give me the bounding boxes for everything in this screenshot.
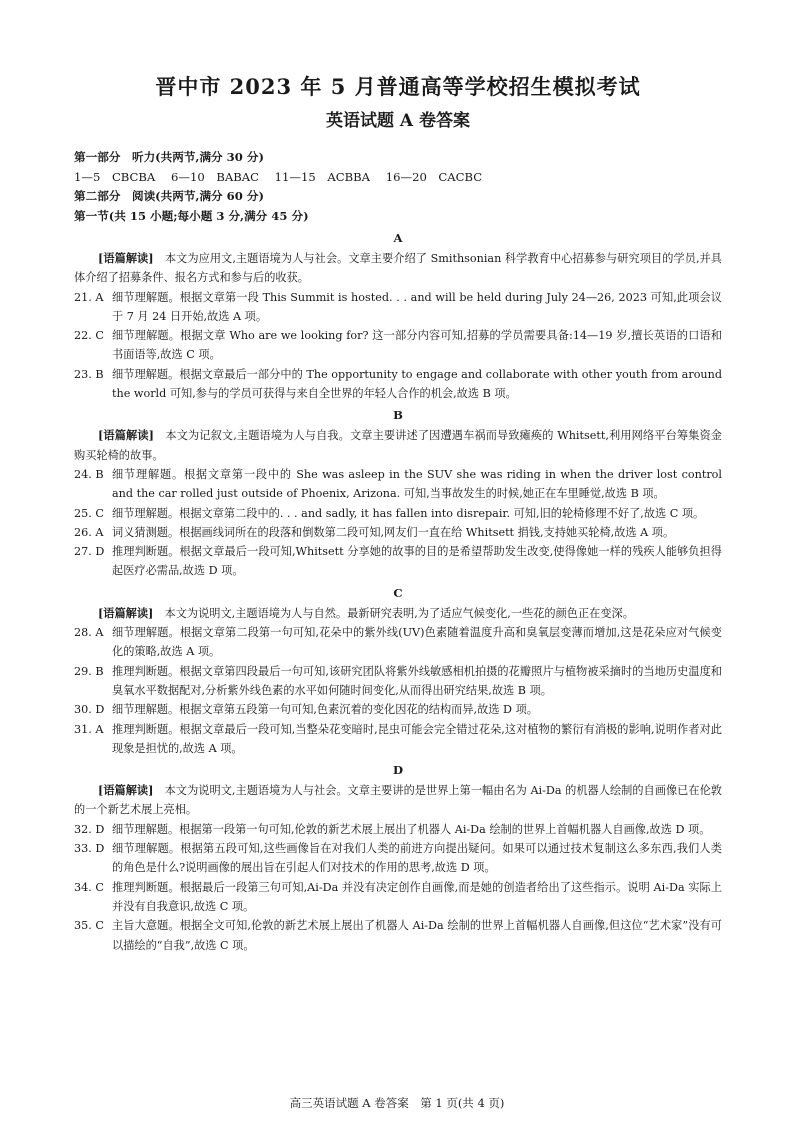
question-number: 33. D xyxy=(74,842,105,856)
question-explanation: 推理判断题。根据文章第四段最后一句可知,该研究团队将紫外线敏感相机拍摄的花瓣照片与植物被采摘时的当地历史温度和臭氧水平数据配对,分析紫外线色素的水平如何随时间变化,从而得出研究结果,故选 B 项。 xyxy=(112,664,722,697)
question-explanation: 主旨大意题。根据全文可知,伦敦的新艺术展上展出了机器人 Ai-Da 绘制的世界上首幅机器人自画像,但这位“艺术家”没有可以描绘的“自我”,故选 C 项。 xyxy=(112,919,722,952)
question-explanation: 细节理解题。根据文章 Who are we looking for? 这一部分内容可知,招募的学员需要具备:14—19 岁,擅长英语的口语和书面语等,故选 C 项。 xyxy=(112,329,722,362)
answer-group: 11—15 ACBBA xyxy=(274,169,371,184)
question-number: 32. D xyxy=(74,822,105,836)
listening-answers xyxy=(74,168,722,188)
question-item xyxy=(74,623,722,662)
question-number: 22. C xyxy=(74,329,104,343)
passage-tag: [语篇解读] xyxy=(98,783,154,798)
passage-tag: [语篇解读] xyxy=(98,251,154,265)
question-number: 31. A xyxy=(74,722,104,736)
question-explanation: 推理判断题。根据文章最后一段可知,Whitsett 分享她的故事的目的是希望帮助发生改变,使得像她一样的残疾人能够负担得起医疗必需品,故选 D 项。 xyxy=(112,545,722,578)
passage-letter: A xyxy=(393,231,403,245)
question-number: 23. B xyxy=(74,367,104,381)
passage-intro-text: 本文为说明文,主题语境为人与自然。最新研究表明,为了适应气候变化,一些花的颜色正在变深。 xyxy=(153,606,634,620)
question-item xyxy=(74,700,722,719)
passage-tag: [语篇解读] xyxy=(98,605,154,620)
question-explanation: 细节理解题。根据文章第五段第一句可知,色素沉着的变化因花的结构而异,故选 D 项。 xyxy=(112,703,538,717)
question-number: 25. C xyxy=(74,506,104,520)
question-number: 34. C xyxy=(74,880,104,894)
question-explanation: 词义猜测题。根据画线词所在的段落和倒数第二段可知,网友们一直在给 Whitsett 捐钱,支持她买轮椅,故选 A 项。 xyxy=(112,525,675,539)
passage-intro-text: 本文为应用文,主题语境为人与社会。文章主要介绍了 Smithsonian 科学教育中心招募参与研究项目的学员,并具体介绍了招募条件、报名方式和参与后的收获。 xyxy=(74,252,722,285)
answer-sheet-page xyxy=(74,72,722,955)
question-item xyxy=(74,465,722,504)
question-number: 28. A xyxy=(74,626,104,640)
answer-group: 1—5 CBCBA xyxy=(74,169,156,184)
question-number: 21. A xyxy=(74,290,104,304)
answer-group: 16—20 CACBC xyxy=(385,169,483,184)
question-number: 29. B xyxy=(74,664,104,678)
question-explanation: 细节理解题。根据文章第二段中的. . . and sadly, it has fallen into disrepair. 可知,旧的轮椅修理不好了,故选 C 项。 xyxy=(112,506,705,520)
question-explanation: 细节理解题。根据文章第一段中的 She was asleep in the SUV she was riding in when the driver lost control and the car rolled just outside of Phoenix, Arizona. 可知,当事故发生的时候,她正在车里睡觉,故选 B 项。 xyxy=(112,467,722,501)
question-item xyxy=(74,542,722,581)
passage-tag: [语篇解读] xyxy=(98,428,154,443)
page-title: 晋中市 2023 年 5 月普通高等学校招生模拟考试 xyxy=(155,74,641,99)
part2-heading: 第二部分 阅读(共两节,满分 60 分) xyxy=(74,189,264,203)
passage-intro-text: 本文为说明文,主题语境为人与社会。文章主要讲的是世界上第一幅由名为 Ai-Da 的机器人绘制的自画像已在伦敦的一个新艺术展上亮相。 xyxy=(74,784,722,817)
question-explanation: 细节理解题。根据文章第一段 This Summit is hosted. . . and will be held during July 24—26, 2023 可知,此项会议于 7 月 24 日开始,故选 A 项。 xyxy=(112,290,722,323)
passage-letter: B xyxy=(393,408,403,423)
question-item xyxy=(74,839,722,878)
passages-container xyxy=(74,229,722,955)
question-explanation: 细节理解题。根据文章第二段第一句可知,花朵中的紫外线(UV)色素随着温度升高和臭氧层变薄而增加,这是花朵应对气候变化的策略,故选 A 项。 xyxy=(112,626,722,659)
section1-heading: 第一节(共 15 小题;每小题 3 分,满分 45 分) xyxy=(74,208,309,223)
question-explanation: 细节理解题。根据第一段第一句可知,伦敦的新艺术展上展出了机器人 Ai-Da 绘制的世界上首幅机器人自画像,故选 D 项。 xyxy=(112,822,711,836)
passage-letter: C xyxy=(393,585,403,600)
question-item xyxy=(74,523,722,542)
question-number: 27. D xyxy=(74,545,105,559)
question-item xyxy=(74,288,722,327)
question-item xyxy=(74,326,722,365)
passage-intro xyxy=(74,426,722,465)
question-item xyxy=(74,820,722,839)
question-item xyxy=(74,365,722,404)
question-number: 35. C xyxy=(74,919,104,933)
page-footer: 高三英语试题 A 卷答案 第 1 页(共 4 页) xyxy=(289,1096,505,1110)
question-item xyxy=(74,720,722,759)
question-explanation: 细节理解题。根据第五段可知,这些画像旨在对我们人类的前进方向提出疑问。如果可以通过技术复制这么多东西,我们人类的角色是什么?说明画像的展出旨在引起人们对技术的作用的思考,故选 D 项。 xyxy=(112,842,722,875)
passage-intro xyxy=(74,249,722,288)
question-number: 24. B xyxy=(74,467,104,481)
passage-intro xyxy=(74,604,722,623)
question-item xyxy=(74,504,722,523)
question-explanation: 推理判断题。根据文章最后一段可知,当整朵花变暗时,昆虫可能会完全错过花朵,这对植物的繁衍有消极的影响,说明作者对此现象是担忧的,故选 A 项。 xyxy=(112,722,722,755)
question-item xyxy=(74,878,722,917)
passage-letter: D xyxy=(392,763,404,778)
question-number: 30. D xyxy=(74,703,105,717)
passage-intro xyxy=(74,781,722,820)
question-item xyxy=(74,662,722,701)
question-number: 26. A xyxy=(74,525,104,539)
part1-heading: 第一部分 听力(共两节,满分 30 分) xyxy=(74,150,264,164)
page-subtitle: 英语试题 A 卷答案 xyxy=(325,111,471,131)
question-explanation: 推理判断题。根据最后一段第三句可知,Ai-Da 并没有决定创作自画像,而是她的创造者给出了这些指示。说明 Ai-Da 实际上并没有自我意识,故选 C 项。 xyxy=(112,880,722,913)
question-explanation: 细节理解题。根据文章最后一部分中的 The opportunity to engage and collaborate with other youth from around the world 可知,参与的学员可获得与来自全世界的年轻人合作的机会,故选 B 项。 xyxy=(112,367,722,401)
answer-group: 6—10 BABAC xyxy=(171,169,259,184)
question-item xyxy=(74,916,722,955)
passage-intro-text: 本文为记叙文,主题语境为人与自我。文章主要讲述了因遭遇车祸而导致瘫痪的 Whitsett,利用网络平台筹集资金购买轮椅的故事。 xyxy=(74,429,722,462)
